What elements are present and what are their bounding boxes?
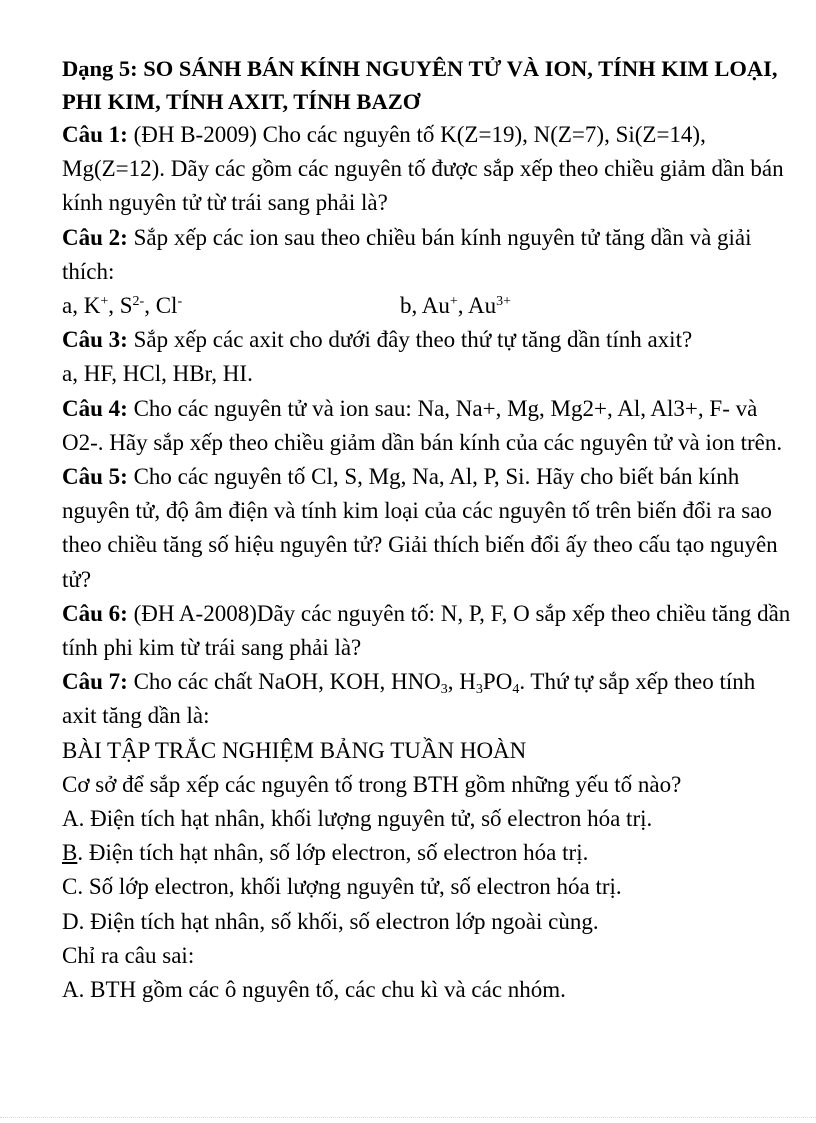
question-2-label: Câu 2: (62, 224, 128, 250)
page-bottom-divider (0, 1117, 816, 1118)
document-page (62, 52, 792, 1007)
ion-charge: + (100, 294, 109, 310)
ion-au: Au (421, 293, 450, 319)
question-6 (62, 597, 792, 665)
question-2-options (62, 289, 792, 323)
question-7-text: PO (482, 669, 513, 695)
option-text: . Điện tích hạt nhân, số lớp electron, số electron hóa trị. (77, 840, 589, 866)
mcq-1-option-d: D. Điện tích hạt nhân, số khối, số electron lớp ngoài cùng. (62, 908, 599, 934)
question-1-text: (ĐH B-2009) Cho các nguyên tố K(Z=19), N(Z=7), Si(Z=14), Mg(Z=12). Dãy các gồm các nguyên tố được sắp xếp theo chiều giảm dần bán kính nguyên tử từ trái sang phải là? (62, 122, 784, 216)
subscript: 3 (440, 682, 448, 698)
question-5 (62, 460, 792, 597)
question-5-label: Câu 5: (62, 464, 128, 490)
ion-charge: 3+ (496, 294, 512, 310)
section-heading: Dạng 5: SO SÁNH BÁN KÍNH NGUYÊN TỬ VÀ ION, TÍNH KIM LOẠI, PHI KIM, TÍNH AXIT, TÍNH BAZƠ (62, 56, 778, 114)
ion-s: S (119, 293, 133, 319)
ion-charge: - (177, 294, 183, 310)
exercise-section-title: BÀI TẬP TRẮC NGHIỆM BẢNG TUẦN HOÀN (62, 737, 527, 763)
ion-au: Au (468, 293, 497, 319)
option-prefix: b, (400, 293, 422, 319)
question-2-text: Sắp xếp các ion sau theo chiều bán kính nguyên tử tăng dần và giải thích: (62, 224, 752, 284)
question-4 (62, 392, 792, 460)
mcq-1-option-b (62, 836, 792, 870)
question-5-text: Cho các nguyên tố Cl, S, Mg, Na, Al, P, Si. Hãy cho biết bán kính nguyên tử, độ âm điện và tính kim loại của các nguyên tố trên biến đổi ra sao theo chiều tăng số hiệu nguyên tử? Giải thích biến đổi ấy theo cấu tạo nguyên tử? (62, 464, 778, 592)
mcq-1-question: Cơ sở để sắp xếp các nguyên tố trong BTH gồm những yếu tố nào? (62, 771, 682, 797)
question-2 (62, 221, 792, 289)
mcq-2-option-a: A. BTH gồm các ô nguyên tố, các chu kì và các nhóm. (62, 977, 566, 1003)
question-3-text: Sắp xếp các axit cho dưới đây theo thứ tự tăng dần tính axit? (127, 327, 693, 353)
question-3-label: Câu 3: (62, 327, 128, 353)
separator: , (144, 293, 156, 319)
question-7-text: , H (447, 669, 476, 695)
question-4-text: Cho các nguyên tử và ion sau: Na, Na+, Mg, Mg2+, Al, Al3+, F- và O2-. Hãy sắp xếp theo chiều giảm dần bán kính của các nguyên tử và ion trên. (62, 395, 783, 455)
ion-k: K (83, 293, 101, 319)
separator: , (108, 293, 120, 319)
ion-charge: 2- (132, 294, 145, 310)
question-7-label: Câu 7: (62, 669, 128, 695)
ion-charge: + (449, 294, 458, 310)
question-7-text: Cho các chất NaOH, KOH, HNO (127, 669, 441, 695)
question-6-label: Câu 6: (62, 600, 128, 626)
separator: , (457, 293, 468, 319)
question-7 (62, 665, 792, 733)
subscript: 4 (512, 682, 520, 698)
question-3-option-a: a, HF, HCl, HBr, HI. (62, 361, 253, 387)
question-6-text: (ĐH A-2008)Dãy các nguyên tố: N, P, F, O sắp xếp theo chiều tăng dần tính phi kim từ trái sang phải là? (62, 600, 791, 661)
question-4-label: Câu 4: (62, 395, 128, 421)
mcq-1-option-a: A. Điện tích hạt nhân, khối lượng nguyên tử, số electron hóa trị. (62, 806, 653, 832)
question-2-option-a (62, 289, 400, 323)
mcq-1-option-c: C. Số lớp electron, khối lượng nguyên tử, số electron hóa trị. (62, 874, 622, 900)
ion-cl: Cl (155, 293, 178, 319)
mcq-2-question: Chỉ ra câu sai: (62, 942, 195, 968)
subscript: 3 (475, 682, 483, 698)
question-3 (62, 323, 792, 357)
answer-letter: B (62, 840, 78, 866)
question-7-text: . Thứ tự sắp xếp theo tính axit tăng dần là: (62, 669, 756, 729)
option-prefix: a, (62, 293, 84, 319)
question-1-label: Câu 1: (62, 122, 128, 147)
question-1 (62, 118, 792, 221)
question-2-option-b (400, 289, 511, 323)
